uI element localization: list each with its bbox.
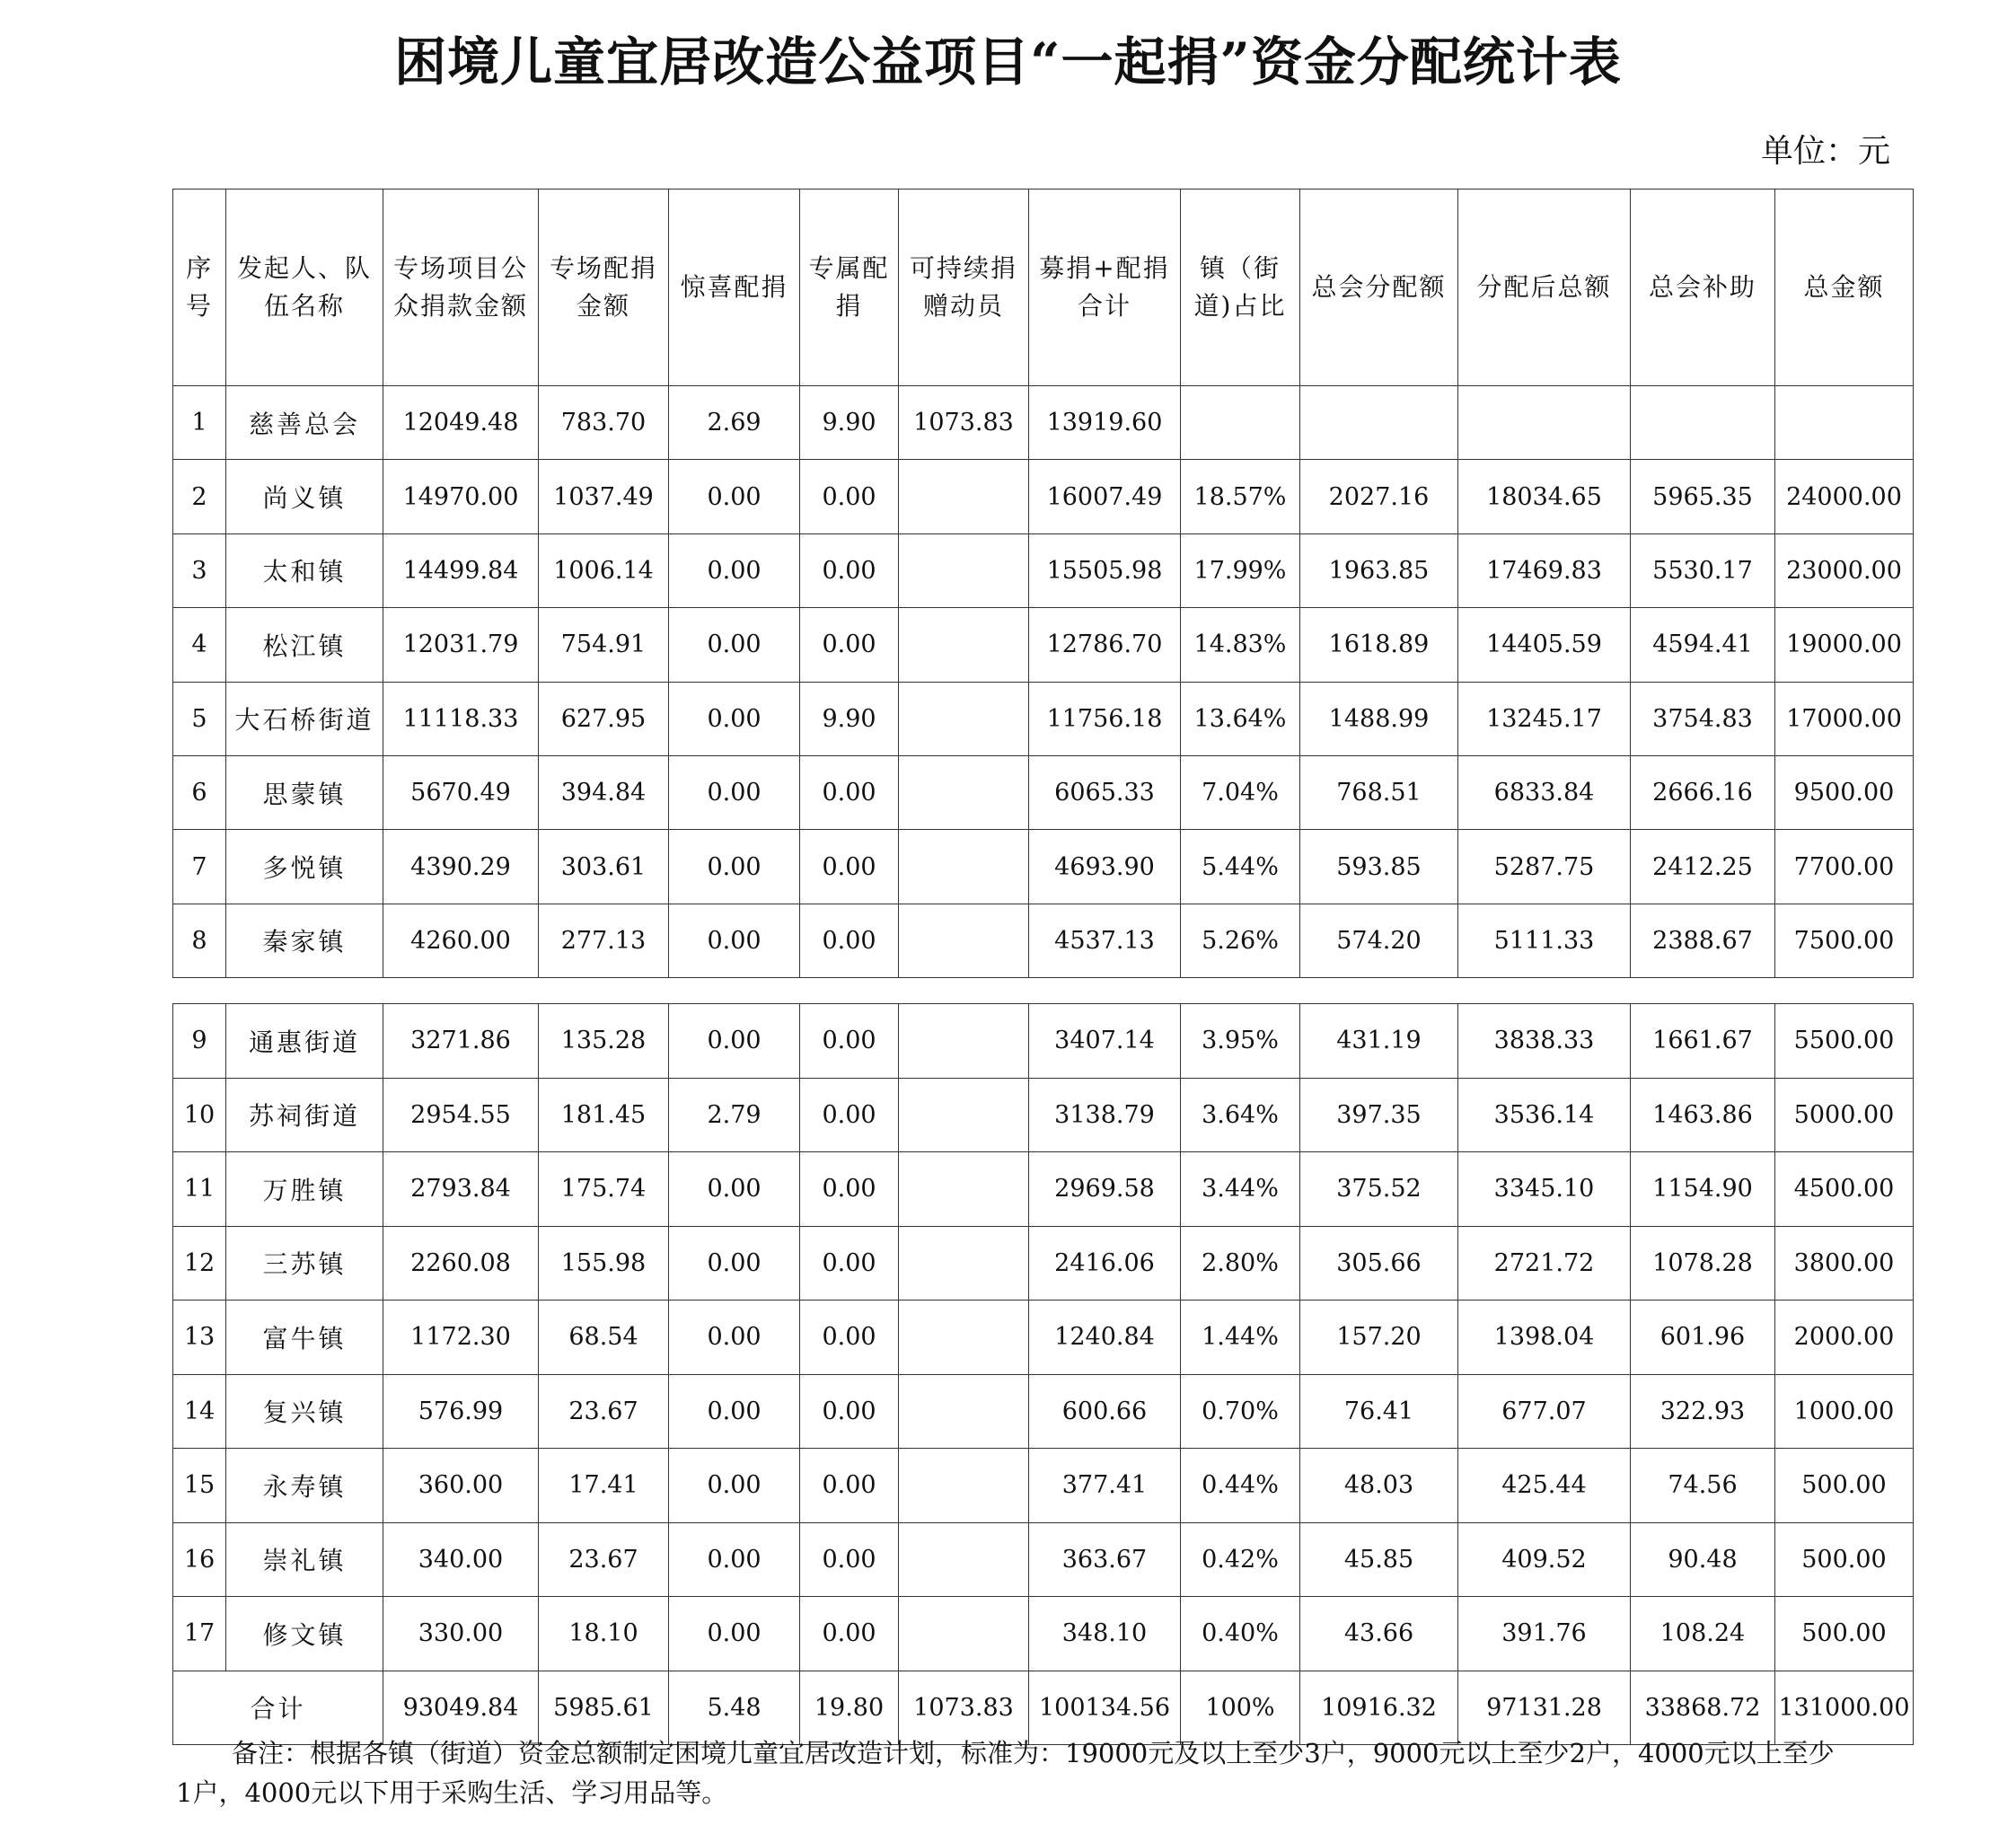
table-cell: 17.99% [1181, 533, 1300, 607]
table-cell: 1463.86 [1631, 1078, 1775, 1152]
table-cell: 0.00 [800, 1374, 899, 1449]
table-cell: 4693.90 [1029, 830, 1181, 904]
total-cell: 10916.32 [1300, 1671, 1458, 1745]
total-cell: 1073.83 [899, 1671, 1029, 1745]
table-row [173, 682, 1914, 755]
table-cell: 松江镇 [226, 608, 383, 682]
table-cell: 2388.67 [1631, 904, 1775, 977]
column-header: 序号 [173, 190, 226, 386]
table-cell: 14.83% [1181, 608, 1300, 682]
table-row [173, 460, 1914, 533]
table-cell [899, 1078, 1029, 1152]
table-cell: 0.00 [800, 1152, 899, 1227]
table-cell: 尚义镇 [226, 460, 383, 533]
table-cell: 2000.00 [1775, 1301, 1914, 1375]
table-cell: 3.64% [1181, 1078, 1300, 1152]
table-cell: 1006.14 [539, 533, 669, 607]
table-cell: 0.00 [669, 755, 800, 829]
table-cell: 4594.41 [1631, 608, 1775, 682]
table-cell: 7700.00 [1775, 830, 1914, 904]
table-cell: 2969.58 [1029, 1152, 1181, 1227]
table-cell [1631, 386, 1775, 460]
column-header: 专属配捐 [800, 190, 899, 386]
table-cell: 3.95% [1181, 1004, 1300, 1079]
table-cell: 1154.90 [1631, 1152, 1775, 1227]
table-cell: 4537.13 [1029, 904, 1181, 977]
table-cell: 2793.84 [383, 1152, 539, 1227]
table-cell: 0.00 [800, 1004, 899, 1079]
table-row [173, 1152, 1914, 1227]
table-row [173, 1301, 1914, 1375]
table-cell: 600.66 [1029, 1374, 1181, 1449]
table-cell: 5.44% [1181, 830, 1300, 904]
total-cell: 19.80 [800, 1671, 899, 1745]
table-cell: 18034.65 [1458, 460, 1631, 533]
table-cell: 0.00 [800, 1226, 899, 1301]
table-cell: 340.00 [383, 1522, 539, 1597]
table-cell: 303.61 [539, 830, 669, 904]
table-cell: 3.44% [1181, 1152, 1300, 1227]
table-cell: 4390.29 [383, 830, 539, 904]
table-cell: 1398.04 [1458, 1301, 1631, 1375]
table-cell: 富牛镇 [226, 1301, 383, 1375]
table-cell: 2416.06 [1029, 1226, 1181, 1301]
table-cell [1181, 386, 1300, 460]
table-row [173, 533, 1914, 607]
table-cell: 秦家镇 [226, 904, 383, 977]
table-cell: 13 [173, 1301, 226, 1375]
table-cell: 5670.49 [383, 755, 539, 829]
table-cell [899, 755, 1029, 829]
table-cell: 5.26% [1181, 904, 1300, 977]
table-cell: 0.00 [669, 830, 800, 904]
table-cell: 2.80% [1181, 1226, 1300, 1301]
table-cell [899, 1597, 1029, 1671]
table-cell: 9500.00 [1775, 755, 1914, 829]
header-row [173, 190, 1914, 386]
table-cell: 175.74 [539, 1152, 669, 1227]
table-cell: 0.00 [800, 1301, 899, 1375]
table-cell [899, 533, 1029, 607]
table-row [173, 830, 1914, 904]
table-cell: 4 [173, 608, 226, 682]
table-cell: 601.96 [1631, 1301, 1775, 1375]
table-cell: 181.45 [539, 1078, 669, 1152]
table-cell: 754.91 [539, 608, 669, 682]
table-cell: 1963.85 [1300, 533, 1458, 607]
table-cell: 5530.17 [1631, 533, 1775, 607]
table-cell: 0.00 [669, 1522, 800, 1597]
table-cell: 8 [173, 904, 226, 977]
table-row [173, 904, 1914, 977]
table-cell: 5000.00 [1775, 1078, 1914, 1152]
table-cell: 慈善总会 [226, 386, 383, 460]
column-header: 总会分配额 [1300, 190, 1458, 386]
table-cell: 68.54 [539, 1301, 669, 1375]
table-cell: 576.99 [383, 1374, 539, 1449]
table-cell: 2666.16 [1631, 755, 1775, 829]
table-cell: 9.90 [800, 386, 899, 460]
total-cell: 5985.61 [539, 1671, 669, 1745]
column-header: 分配后总额 [1458, 190, 1631, 386]
table-cell: 2260.08 [383, 1226, 539, 1301]
table-row [173, 1522, 1914, 1597]
table-cell: 574.20 [1300, 904, 1458, 977]
table-cell: 0.00 [669, 608, 800, 682]
table-cell [1300, 386, 1458, 460]
table-cell: 24000.00 [1775, 460, 1914, 533]
unit-label: 单位：元 [1760, 133, 1890, 170]
table-cell: 2954.55 [383, 1078, 539, 1152]
table-cell: 277.13 [539, 904, 669, 977]
total-cell: 100% [1181, 1671, 1300, 1745]
table-cell: 1000.00 [1775, 1374, 1914, 1449]
table-cell [899, 682, 1029, 755]
table-cell: 3800.00 [1775, 1226, 1914, 1301]
table-cell: 14970.00 [383, 460, 539, 533]
table-cell: 18.57% [1181, 460, 1300, 533]
table-cell: 0.70% [1181, 1374, 1300, 1449]
table-cell: 17469.83 [1458, 533, 1631, 607]
table-cell: 1172.30 [383, 1301, 539, 1375]
table-cell: 5500.00 [1775, 1004, 1914, 1079]
table-cell: 3 [173, 533, 226, 607]
total-label: 合计 [173, 1671, 383, 1745]
column-header: 发起人、队伍名称 [226, 190, 383, 386]
table-cell: 397.35 [1300, 1078, 1458, 1152]
table-cell: 425.44 [1458, 1449, 1631, 1523]
table-cell: 2027.16 [1300, 460, 1458, 533]
table-cell: 多悦镇 [226, 830, 383, 904]
table-cell: 74.56 [1631, 1449, 1775, 1523]
total-cell: 93049.84 [383, 1671, 539, 1745]
table-cell: 0.00 [800, 1449, 899, 1523]
table-cell: 12031.79 [383, 608, 539, 682]
table-cell: 崇礼镇 [226, 1522, 383, 1597]
total-cell: 100134.56 [1029, 1671, 1181, 1745]
table-cell: 0.00 [669, 1152, 800, 1227]
column-header: 募捐+配捐合计 [1029, 190, 1181, 386]
table-cell: 永寿镇 [226, 1449, 383, 1523]
table-row [173, 1226, 1914, 1301]
table-cell: 500.00 [1775, 1522, 1914, 1597]
table-cell: 修文镇 [226, 1597, 383, 1671]
allocation-table-bottom [172, 1003, 1914, 1745]
table-cell: 2721.72 [1458, 1226, 1631, 1301]
table-cell: 135.28 [539, 1004, 669, 1079]
table-cell: 7500.00 [1775, 904, 1914, 977]
table-cell: 1618.89 [1300, 608, 1458, 682]
table-cell: 1073.83 [899, 386, 1029, 460]
table-cell: 1.44% [1181, 1301, 1300, 1375]
table-cell: 1661.67 [1631, 1004, 1775, 1079]
table-row [173, 386, 1914, 460]
table-cell: 0.00 [669, 460, 800, 533]
table-cell: 大石桥街道 [226, 682, 383, 755]
table-cell: 通惠街道 [226, 1004, 383, 1079]
table-cell [899, 1374, 1029, 1449]
table-cell: 48.03 [1300, 1449, 1458, 1523]
table-cell: 330.00 [383, 1597, 539, 1671]
table-cell: 1037.49 [539, 460, 669, 533]
table-cell [899, 830, 1029, 904]
table-cell: 5111.33 [1458, 904, 1631, 977]
total-cell: 5.48 [669, 1671, 800, 1745]
table-cell: 1078.28 [1631, 1226, 1775, 1301]
table-cell: 2.79 [669, 1078, 800, 1152]
table-cell: 3536.14 [1458, 1078, 1631, 1152]
total-cell: 97131.28 [1458, 1671, 1631, 1745]
column-header: 总金额 [1775, 190, 1914, 386]
table-cell [899, 1301, 1029, 1375]
table-cell: 太和镇 [226, 533, 383, 607]
table-cell: 0.00 [669, 533, 800, 607]
table-cell: 0.00 [800, 1522, 899, 1597]
table-cell: 万胜镇 [226, 1152, 383, 1227]
table-cell: 1488.99 [1300, 682, 1458, 755]
table-row [173, 1004, 1914, 1079]
table-cell: 0.40% [1181, 1597, 1300, 1671]
table-cell: 0.00 [669, 1449, 800, 1523]
column-header: 可持续捐赠动员 [899, 190, 1029, 386]
total-cell: 33868.72 [1631, 1671, 1775, 1745]
table-cell: 复兴镇 [226, 1374, 383, 1449]
table-cell: 3754.83 [1631, 682, 1775, 755]
page-title: 困境儿童宜居改造公益项目“一起捐”资金分配统计表 [394, 31, 1622, 93]
total-cell: 131000.00 [1775, 1671, 1914, 1745]
table-cell: 3271.86 [383, 1004, 539, 1079]
table-cell: 0.00 [669, 1226, 800, 1301]
table-cell: 17 [173, 1597, 226, 1671]
table-cell: 17.41 [539, 1449, 669, 1523]
table-cell: 4500.00 [1775, 1152, 1914, 1227]
table-row [173, 1078, 1914, 1152]
table-cell: 9 [173, 1004, 226, 1079]
table-cell: 768.51 [1300, 755, 1458, 829]
table-cell: 11 [173, 1152, 226, 1227]
table-cell [899, 1004, 1029, 1079]
table-cell: 14405.59 [1458, 608, 1631, 682]
table-cell [899, 1226, 1029, 1301]
table-cell: 12049.48 [383, 386, 539, 460]
table-cell: 6833.84 [1458, 755, 1631, 829]
footnote: 备注：根据各镇（街道）资金总额制定困境儿童宜居改造计划，标准为：19000元及以上至少3户，9000元以上至少2户，4000元以上至少1户，4000元以下用于采购生活、学习用品等。 [176, 1738, 1835, 1808]
table-cell: 16007.49 [1029, 460, 1181, 533]
column-header: 镇（街道)占比 [1181, 190, 1300, 386]
allocation-table-top [172, 189, 1914, 978]
table-cell: 思蒙镇 [226, 755, 383, 829]
table-cell [899, 608, 1029, 682]
table-cell: 363.67 [1029, 1522, 1181, 1597]
table-cell: 2412.25 [1631, 830, 1775, 904]
table-cell: 0.00 [800, 608, 899, 682]
table-cell [1458, 386, 1631, 460]
table-cell: 3838.33 [1458, 1004, 1631, 1079]
table-cell: 12786.70 [1029, 608, 1181, 682]
table-cell: 500.00 [1775, 1597, 1914, 1671]
table-cell [1775, 386, 1914, 460]
table-cell: 5 [173, 682, 226, 755]
table-cell: 10 [173, 1078, 226, 1152]
table-cell: 0.00 [800, 755, 899, 829]
table-cell: 593.85 [1300, 830, 1458, 904]
table-cell: 43.66 [1300, 1597, 1458, 1671]
column-header: 专场项目公众捐款金额 [383, 190, 539, 386]
table-row [173, 1374, 1914, 1449]
table-cell: 0.00 [800, 904, 899, 977]
table-cell: 377.41 [1029, 1449, 1181, 1523]
table-cell: 360.00 [383, 1449, 539, 1523]
table-cell [899, 1449, 1029, 1523]
table-cell: 394.84 [539, 755, 669, 829]
table-cell [899, 904, 1029, 977]
table-cell: 1 [173, 386, 226, 460]
table-cell: 17000.00 [1775, 682, 1914, 755]
table-cell: 1240.84 [1029, 1301, 1181, 1375]
table-cell: 23000.00 [1775, 533, 1914, 607]
table-row [173, 1597, 1914, 1671]
table-cell: 7.04% [1181, 755, 1300, 829]
table-cell: 7 [173, 830, 226, 904]
table-row [173, 1449, 1914, 1523]
table-cell: 500.00 [1775, 1449, 1914, 1523]
table-cell: 322.93 [1631, 1374, 1775, 1449]
table-cell: 0.00 [669, 1597, 800, 1671]
table-cell: 3345.10 [1458, 1152, 1631, 1227]
table-cell: 2.69 [669, 386, 800, 460]
table-cell: 391.76 [1458, 1597, 1631, 1671]
table-cell: 0.44% [1181, 1449, 1300, 1523]
table-cell: 0.00 [800, 830, 899, 904]
table-cell: 6065.33 [1029, 755, 1181, 829]
table-cell: 12 [173, 1226, 226, 1301]
table-cell: 155.98 [539, 1226, 669, 1301]
table-cell: 4260.00 [383, 904, 539, 977]
table-cell: 三苏镇 [226, 1226, 383, 1301]
table-cell: 14499.84 [383, 533, 539, 607]
table-cell: 0.00 [800, 1078, 899, 1152]
table-cell: 0.42% [1181, 1522, 1300, 1597]
table-cell: 13919.60 [1029, 386, 1181, 460]
table-cell: 18.10 [539, 1597, 669, 1671]
table-cell: 409.52 [1458, 1522, 1631, 1597]
table-cell: 108.24 [1631, 1597, 1775, 1671]
table-cell: 90.48 [1631, 1522, 1775, 1597]
table-cell: 0.00 [669, 1004, 800, 1079]
table-cell: 3138.79 [1029, 1078, 1181, 1152]
table-cell: 16 [173, 1522, 226, 1597]
column-header: 总会补助 [1631, 190, 1775, 386]
table-cell: 627.95 [539, 682, 669, 755]
table-cell: 3407.14 [1029, 1004, 1181, 1079]
table-cell: 6 [173, 755, 226, 829]
table-cell: 13.64% [1181, 682, 1300, 755]
table-row [173, 608, 1914, 682]
table-cell: 0.00 [669, 904, 800, 977]
table-cell: 0.00 [669, 1374, 800, 1449]
table-cell: 0.00 [800, 1597, 899, 1671]
table-cell: 2 [173, 460, 226, 533]
table-cell [899, 460, 1029, 533]
table-cell: 9.90 [800, 682, 899, 755]
table-cell: 76.41 [1300, 1374, 1458, 1449]
table-cell: 305.66 [1300, 1226, 1458, 1301]
table-cell: 19000.00 [1775, 608, 1914, 682]
table-cell: 5287.75 [1458, 830, 1631, 904]
table-cell: 0.00 [669, 682, 800, 755]
table-cell: 0.00 [800, 460, 899, 533]
table-cell: 15 [173, 1449, 226, 1523]
table-cell: 375.52 [1300, 1152, 1458, 1227]
table-cell: 45.85 [1300, 1522, 1458, 1597]
table-cell: 11756.18 [1029, 682, 1181, 755]
table-cell: 348.10 [1029, 1597, 1181, 1671]
table-cell: 157.20 [1300, 1301, 1458, 1375]
table-cell: 15505.98 [1029, 533, 1181, 607]
table-cell: 13245.17 [1458, 682, 1631, 755]
table-cell: 23.67 [539, 1522, 669, 1597]
table-cell: 783.70 [539, 386, 669, 460]
table-cell: 0.00 [669, 1301, 800, 1375]
table-cell [899, 1152, 1029, 1227]
table-cell: 11118.33 [383, 682, 539, 755]
table-cell: 苏祠街道 [226, 1078, 383, 1152]
table-cell: 431.19 [1300, 1004, 1458, 1079]
table-cell: 677.07 [1458, 1374, 1631, 1449]
table-row [173, 755, 1914, 829]
column-header: 专场配捐金额 [539, 190, 669, 386]
table-cell: 14 [173, 1374, 226, 1449]
table-cell: 5965.35 [1631, 460, 1775, 533]
table-cell [899, 1522, 1029, 1597]
column-header: 惊喜配捐 [669, 190, 800, 386]
table-cell: 23.67 [539, 1374, 669, 1449]
table-cell: 0.00 [800, 533, 899, 607]
